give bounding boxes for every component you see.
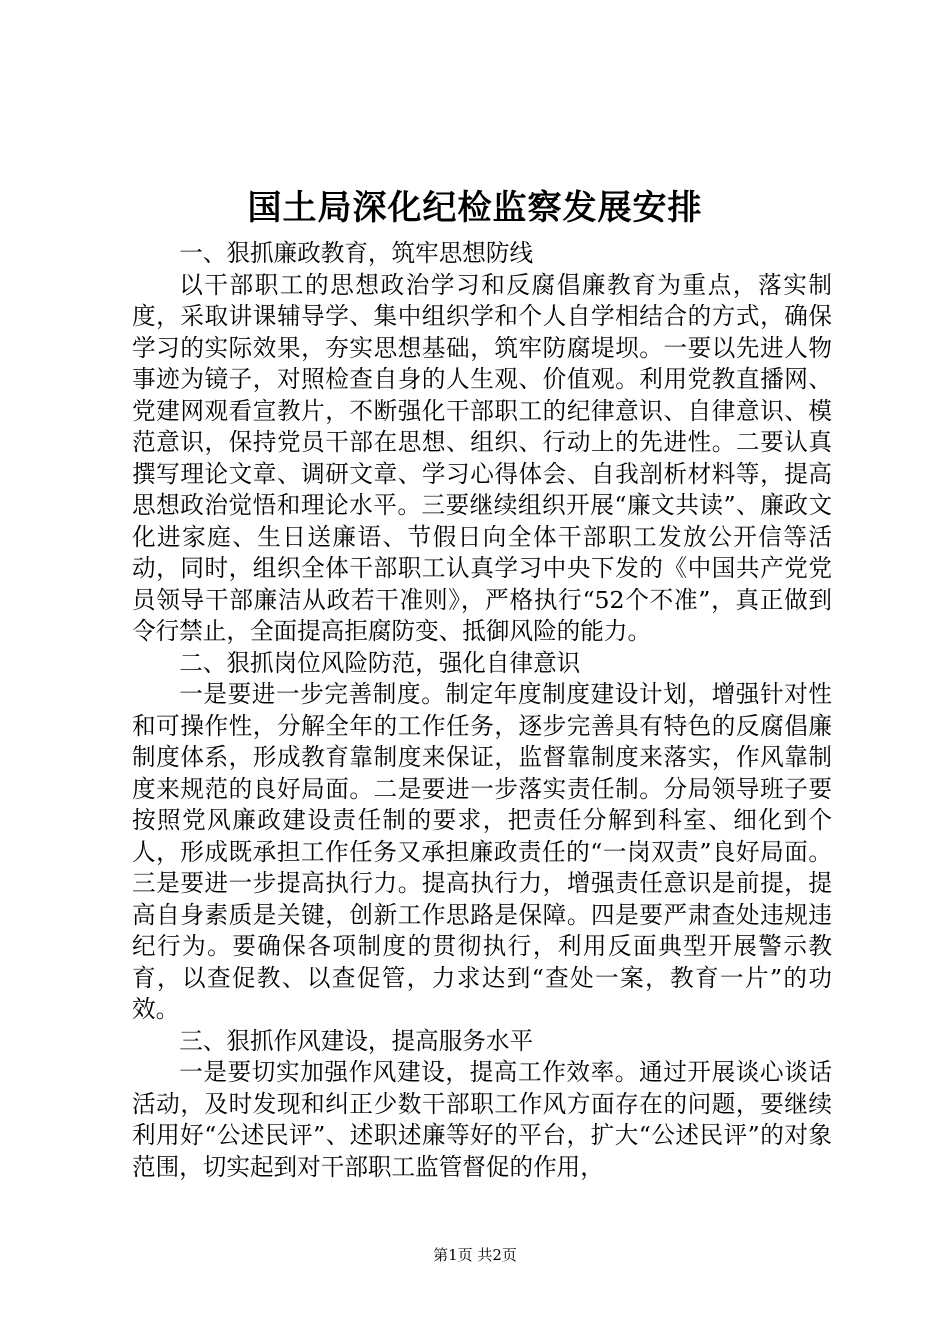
section-heading-1: 一、狠抓廉政教育，筑牢思想防线	[179, 239, 534, 267]
section-heading-3: 三、狠抓作风建设，提高服务水平	[179, 1026, 534, 1055]
page-number-footer: 第1页 共2页	[433, 1246, 517, 1264]
document-title: 国土局深化纪检监察发展安排	[247, 188, 703, 228]
document-body	[132, 238, 832, 1183]
section-paragraph-3: 一是要切实加强作风建设，提高工作效率。通过开展谈心谈话活动，及时发现和纠正少数干部职工作风方面存在的问题，要继续利用好“公述民评”、述职述廉等好的平台，扩大“公述民评”的对象范围，切实起到对干部职工监管督促的作用，	[132, 1058, 832, 1181]
section-paragraph-2: 一是要进一步完善制度。制定年度制度建设计划，增强针对性和可操作性，分解全年的工作任务，逐步完善具有特色的反腐倡廉制度体系，形成教育靠制度来保证，监督靠制度来落实，作风靠制度来规范的良好局面。二是要进一步落实责任制。分局领导班子要按照党风廉政建设责任制的要求，把责任分解到科室、细化到个人，形成既承担工作任务又承担廉政责任的“一岗双责”良好局面。三是要进一步提高执行力。提高执行力，增强责任意识是前提，提高自身素质是关键，创新工作思路是保障。四是要严肃查处违规违纪行为。要确保各项制度的贯彻执行，利用反面典型开展警示教育，以查促教、以查促管，力求达到“查处一案，教育一片”的功效。	[132, 680, 832, 1023]
section-paragraph-1: 以干部职工的思想政治学习和反腐倡廉教育为重点，落实制度，采取讲课辅导学、集中组织学和个人自学相结合的方式，确保学习的实际效果，夯实思想基础，筑牢防腐堤坝。一要以先进人物事迹为镜子，对照检查自身的人生观、价值观。利用党教直播网、党建网观看宣教片，不断强化干部职工的纪律意识、自律意识、模范意识，保持党员干部在思想、组织、行动上的先进性。二要认真撰写理论文章、调研文章、学习心得体会、自我剖析材料等，提高思想政治觉悟和理论水平。三要继续组织开展“廉文共读”、廉政文化进家庭、生日送廉语、节假日向全体干部职工发放公开信等活动，同时，组织全体干部职工认真学习中央下发的《中国共产党党员领导干部廉洁从政若干准则》，严格执行“52个不准”，真正做到令行禁止，全面提高拒腐防变、抵御风险的能力。	[132, 270, 832, 645]
section-heading-2: 二、狠抓岗位风险防范，强化自律意识	[179, 648, 581, 677]
